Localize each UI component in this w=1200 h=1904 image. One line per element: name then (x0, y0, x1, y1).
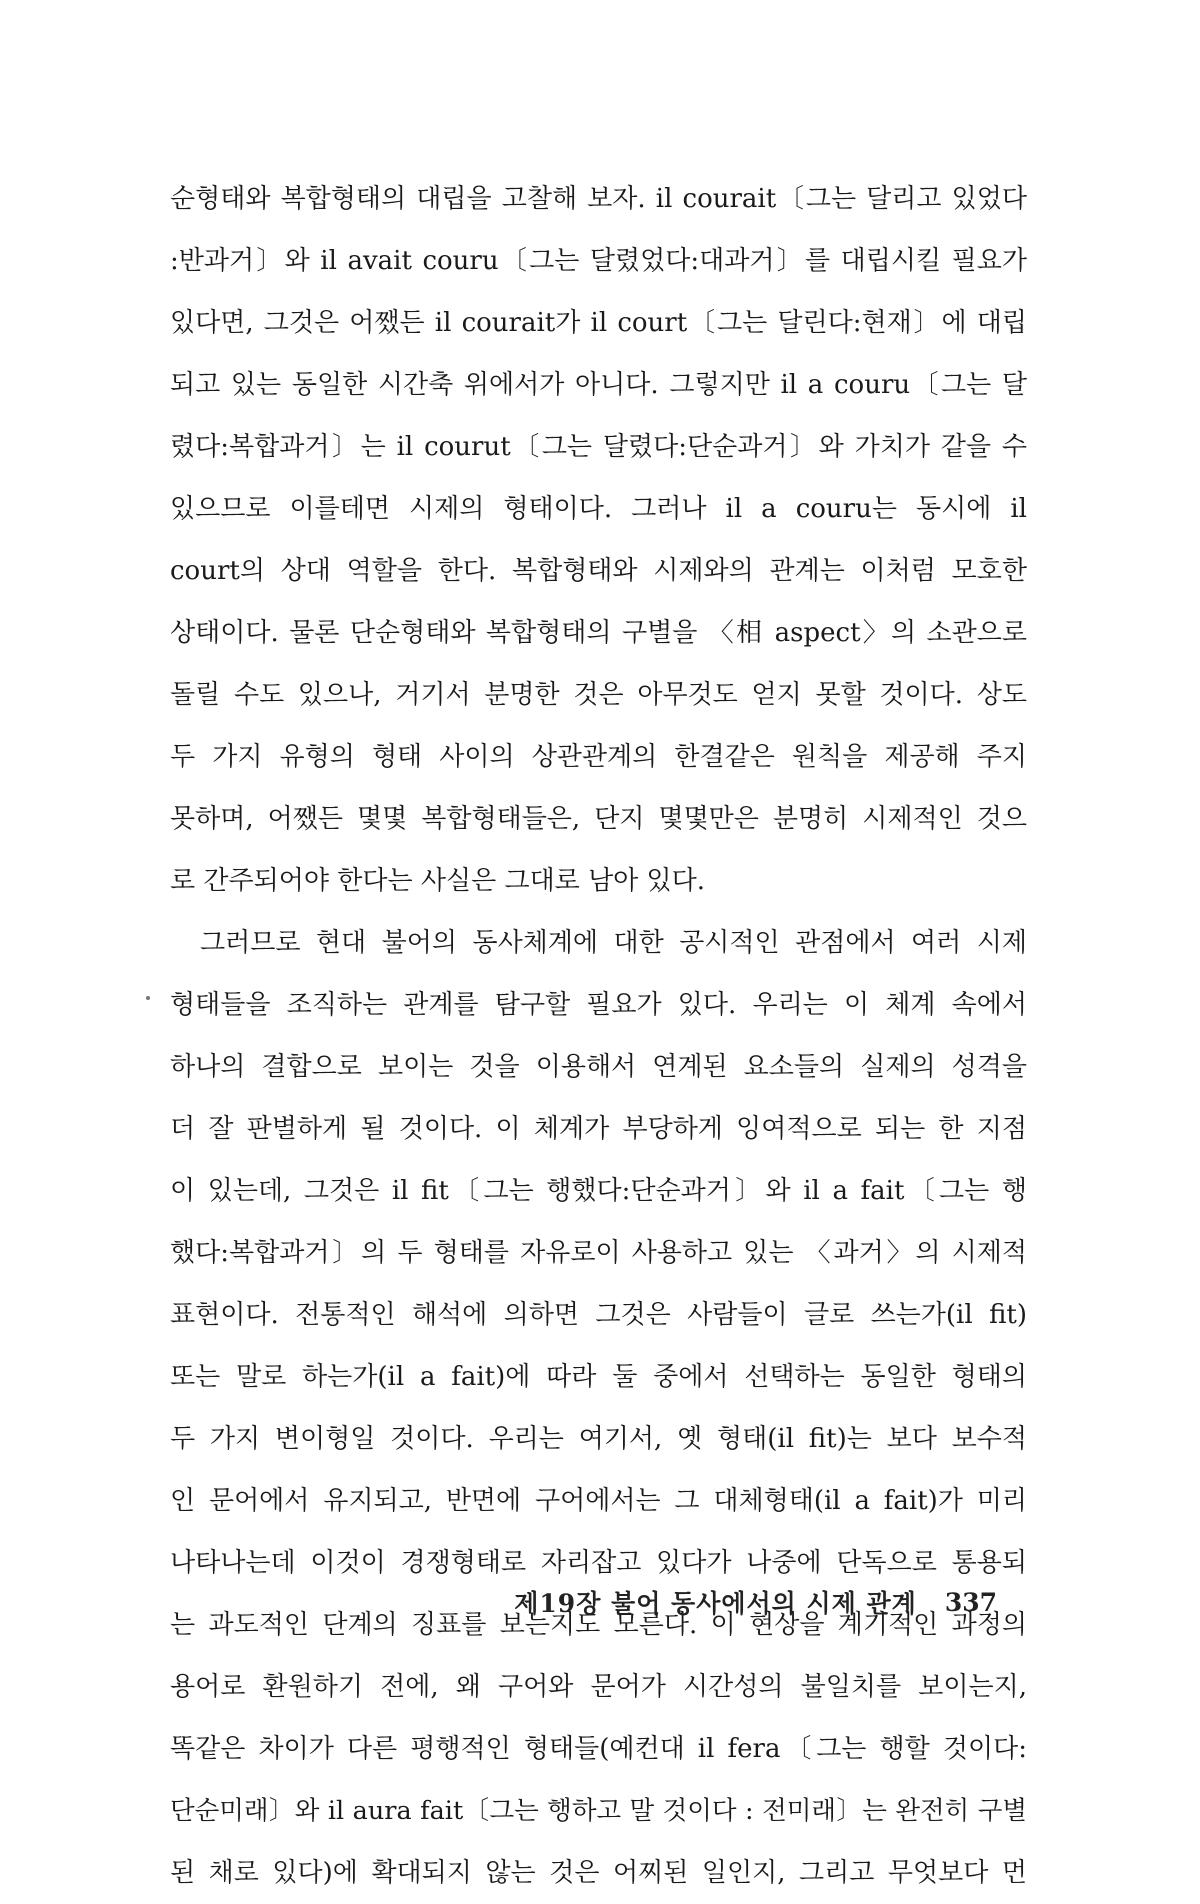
paragraph-first-line: 그러므로 현대 불어의 동사체계에 대한 공시적인 관점에서 여러 시제 (200, 928, 1027, 958)
text-line: 로 간주되어야 한다는 사실은 그대로 남아 있다. (170, 866, 706, 896)
text-line: 있다면, 그것은 어쨌든 il courait가 il court〔그는 달린다:현재〕에 대립 (170, 308, 1027, 338)
text-line: 나타나는데 이것이 경쟁형태로 자리잡고 있다가 나중에 단독으로 통용되 (170, 1548, 1027, 1578)
page-number: 337 (944, 1587, 997, 1617)
text-line: 되고 있는 동일한 시간축 위에서가 아니다. 그렇지만 il a couru〔그는 달 (170, 370, 1027, 400)
text-line: 된 채로 있다)에 확대되지 않는 것은 어찌된 일인지, 그리고 무엇보다 먼 (170, 1858, 1027, 1888)
text-line: 더 잘 판별하게 될 것이다. 이 체계가 부당하게 잉여적으로 되는 한 지점 (170, 1114, 1027, 1144)
text-line: 있으므로 이를테면 시제의 형태이다. 그러나 il a couru는 동시에 il (170, 494, 1027, 524)
text-line: court의 상대 역할을 한다. 복합형태와 시제와의 관계는 이처럼 모호한 (170, 556, 1027, 586)
text-line: 또는 말로 하는가(il a fait)에 따라 둘 중에서 선택하는 동일한 형태의 (170, 1362, 1027, 1392)
text-line: 순형태와 복합형태의 대립을 고찰해 보자. il courait〔그는 달리고 있었다 (170, 184, 1027, 214)
body-text (170, 168, 1027, 1904)
text-line: 했다:복합과거〕의 두 형태를 자유로이 사용하고 있는 〈과거〉의 시제적 (170, 1238, 1027, 1268)
chapter-title: 제19장 불어 동사에서의 시제 관계 (514, 1589, 917, 1618)
text-line: 두 가지 유형의 형태 사이의 상관관계의 한결같은 원칙을 제공해 주지 (170, 742, 1027, 772)
text-line: 는 과도적인 단계의 징표를 보는지도 모른다. 이 현상을 계기적인 과정의 (170, 1610, 1027, 1640)
margin-dot (146, 996, 150, 1000)
text-line: 용어로 환원하기 전에, 왜 구어와 문어가 시간성의 불일치를 보이는지, (170, 1672, 1027, 1702)
text-line: 두 가지 변이형일 것이다. 우리는 여기서, 옛 형태(il fit)는 보다 보수적 (170, 1424, 1027, 1454)
text-line: 인 문어에서 유지되고, 반면에 구어에서는 그 대체형태(il a fait)가 미리 (170, 1486, 1027, 1516)
text-line: 형태들을 조직하는 관계를 탐구할 필요가 있다. 우리는 이 체계 속에서 (170, 990, 1027, 1020)
text-line: 표현이다. 전통적인 해석에 의하면 그것은 사람들이 글로 쓰는가(il fit) (170, 1300, 1027, 1330)
text-line: 하나의 결합으로 보이는 것을 이용해서 연계된 요소들의 실제의 성격을 (170, 1052, 1027, 1082)
running-footer (170, 1582, 1027, 1622)
text-line: 못하며, 어쨌든 몇몇 복합형태들은, 단지 몇몇만은 분명히 시제적인 것으 (170, 804, 1027, 834)
text-line: :반과거〕와 il avait couru〔그는 달렸었다:대과거〕를 대립시킬 필요가 (170, 246, 1027, 276)
text-line: 단순미래〕와 il aura fait〔그는 행하고 말 것이다 : 전미래〕는 완전히 구별 (170, 1796, 1027, 1826)
text-line: 렸다:복합과거〕는 il courut〔그는 달렸다:단순과거〕와 가치가 같을 수 (170, 432, 1027, 462)
text-line: 돌릴 수도 있으나, 거기서 분명한 것은 아무것도 얻지 못할 것이다. 상도 (170, 680, 1027, 710)
text-line: 상태이다. 물론 단순형태와 복합형태의 구별을 〈相 aspect〉의 소관으로 (170, 618, 1027, 648)
text-line: 똑같은 차이가 다른 평행적인 형태들(예컨대 il fera〔그는 행할 것이다: (170, 1734, 1027, 1764)
text-line: 이 있는데, 그것은 il fit〔그는 행했다:단순과거〕와 il a fait〔그는 행 (170, 1176, 1027, 1206)
